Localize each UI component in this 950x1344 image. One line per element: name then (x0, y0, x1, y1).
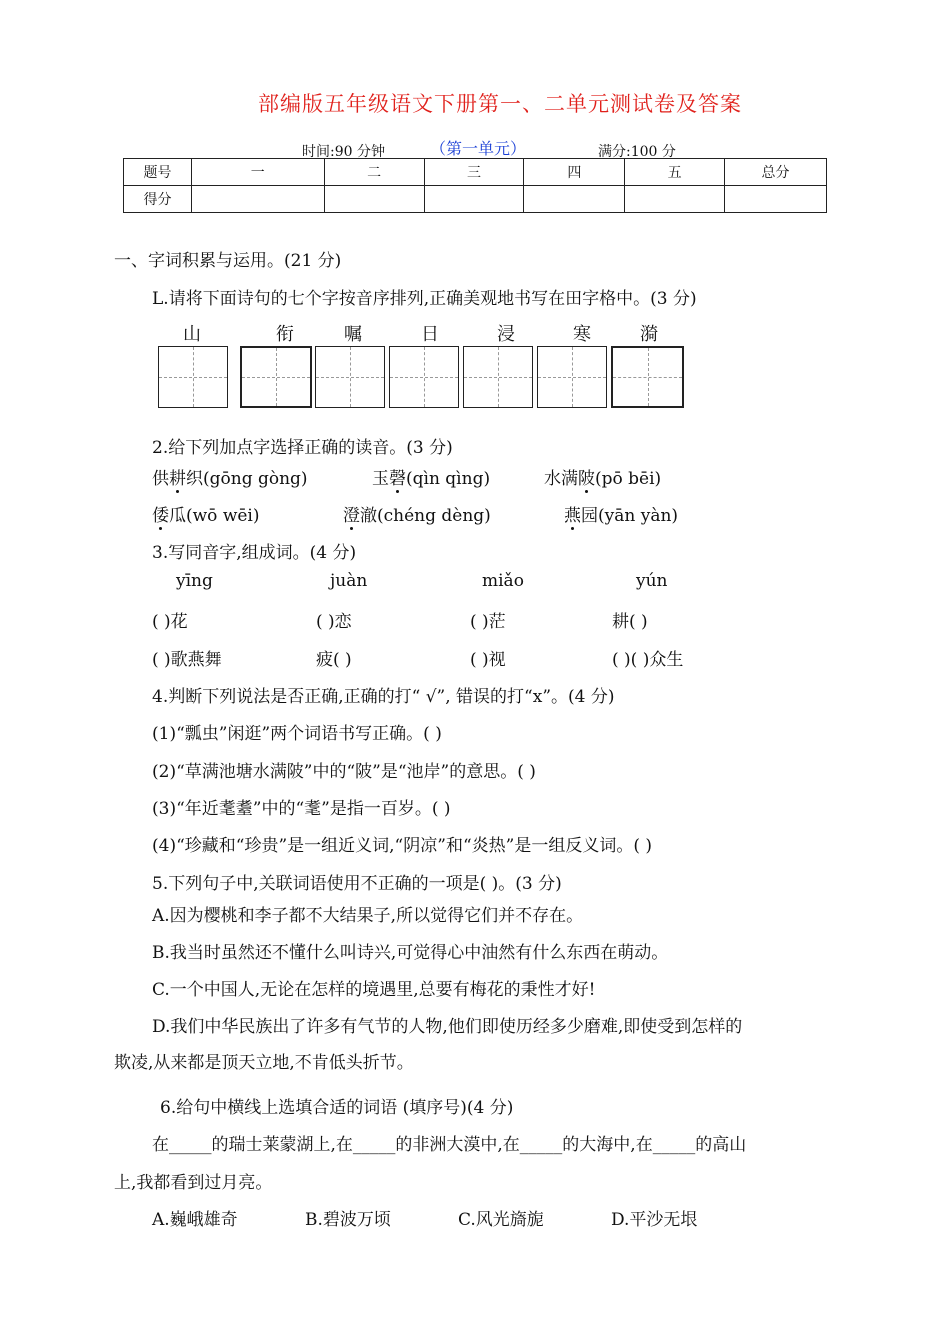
score-table-header-row (124, 159, 827, 186)
q6-prompt: 6.给句中横线上选填合适的词语 (填序号)(4 分) (160, 1098, 514, 1118)
q5-option-c: C.一个中国人,无论在怎样的境遇里,总要有梅花的秉性才好! (152, 980, 596, 1000)
q3-pinyin: juàn (330, 571, 368, 591)
tianzige-box[interactable] (240, 346, 312, 408)
q5-option-b: B.我当时虽然还不懂什么叫诗兴,可觉得心中油然有什么东西在萌动。 (152, 943, 669, 963)
q3-blank[interactable]: 疲( ) (316, 650, 352, 670)
exam-time: 时间:90 分钟 (302, 144, 385, 160)
q3-pinyin: yún (636, 571, 668, 591)
q5-option-d-line1: D.我们中华民族出了许多有气节的人物,他们即使历经多少磨难,即使受到怎样的 (152, 1017, 743, 1037)
q1-char: 日 (421, 324, 439, 345)
q3-blank[interactable]: ( )恋 (316, 612, 352, 632)
score-table-score-row (124, 186, 827, 213)
q2-item (372, 464, 490, 489)
q2-text: 供 (152, 469, 169, 489)
tianzige-box[interactable] (463, 346, 533, 408)
q3-pinyin: miǎo (482, 571, 524, 591)
q4-item: (3)“年近耄耋”中的“耄”是指一百岁。( ) (152, 799, 451, 819)
score-cell[interactable] (524, 186, 625, 213)
dotted-char: 倭 (152, 506, 169, 526)
q2-item (544, 464, 661, 489)
score-cell[interactable] (725, 186, 827, 213)
q2-text: (pō bēi) (595, 469, 662, 489)
q6-option: A.巍峨雄奇 (152, 1210, 238, 1230)
q1-char: 嘱 (344, 324, 362, 345)
q2-item (152, 501, 260, 526)
dotted-char: 磬 (389, 469, 406, 489)
q2-item (152, 464, 308, 489)
q2-text: 织(gōng gòng) (186, 469, 308, 489)
q1-char: 浸 (497, 324, 515, 345)
score-header-cell: 题号 (124, 159, 192, 186)
q4-item: (4)“珍藏和“珍贵”是一组近义词,“阴凉”和“炎热”是一组反义词。( ) (152, 836, 652, 856)
score-cell[interactable] (324, 186, 424, 213)
q2-text: 瓜(wō wēi) (169, 506, 260, 526)
q2-text: 澈(chéng dèng) (360, 506, 491, 526)
q2-text: 水满 (544, 469, 578, 489)
score-header-cell: 四 (524, 159, 625, 186)
score-header-cell: 二 (324, 159, 424, 186)
q1-char: 衔 (276, 324, 294, 345)
q3-prompt: 3.写同音字,组成词。(4 分) (152, 543, 357, 563)
q1-char: 山 (183, 324, 201, 345)
score-row-label: 得分 (124, 186, 192, 213)
q3-blank[interactable]: ( )视 (470, 650, 506, 670)
q6-option: B.碧波万顷 (305, 1210, 391, 1230)
full-score: 满分:100 分 (598, 144, 676, 160)
tianzige-box[interactable] (389, 346, 459, 408)
q6-option: C.风光旖旎 (458, 1210, 544, 1230)
q2-text: 园(yān yàn) (581, 506, 679, 526)
q3-pinyin: yīng (176, 571, 213, 591)
q6-option: D.平沙无垠 (611, 1210, 698, 1230)
score-header-cell: 三 (424, 159, 524, 186)
dotted-char: 燕 (564, 506, 581, 526)
q2-item (564, 501, 678, 526)
score-cell[interactable] (625, 186, 725, 213)
q2-text: 玉 (372, 469, 389, 489)
q4-item: (2)“草满池塘水满陂”中的“陂”是“池岸”的意思。( ) (152, 762, 536, 782)
score-cell[interactable] (191, 186, 324, 213)
q2-text: (qìn qìng) (406, 469, 491, 489)
dotted-char: 澄 (343, 506, 360, 526)
section1-heading: 一、字词积累与运用。(21 分) (114, 251, 342, 271)
q3-blank[interactable]: ( )花 (152, 612, 188, 632)
unit-label: （第一单元） (430, 139, 527, 158)
q6-sentence-line2: 上,我都看到过月亮。 (114, 1173, 273, 1193)
q2-prompt: 2.给下列加点字选择正确的读音。(3 分) (152, 438, 453, 458)
score-cell[interactable] (424, 186, 524, 213)
q4-prompt: 4.判断下列说法是否正确,正确的打“ √”, 错误的打“x”。(4 分) (152, 687, 615, 707)
dotted-char: 耕 (169, 469, 186, 489)
score-header-cell: 总分 (725, 159, 827, 186)
q5-option-d-line2: 欺凌,从来都是顶天立地,不肯低头折节。 (114, 1053, 414, 1073)
score-header-cell: 一 (191, 159, 324, 186)
q5-prompt: 5.下列句子中,关联词语使用不正确的一项是( )。(3 分) (152, 874, 562, 894)
q3-blank[interactable]: ( )( )众生 (612, 650, 684, 670)
tianzige-box[interactable] (537, 346, 607, 408)
score-table (123, 158, 827, 213)
q1-char: 漪 (640, 324, 658, 345)
dotted-char: 陂 (578, 469, 595, 489)
q6-sentence-line1: 在_____的瑞士莱蒙湖上,在_____的非洲大漠中,在_____的大海中,在_____的高山 (152, 1135, 747, 1155)
q5-option-a: A.因为樱桃和李子都不大结果子,所以觉得它们并不存在。 (152, 906, 584, 926)
page-title: 部编版五年级语文下册第一、二单元测试卷及答案 (258, 92, 742, 116)
q4-item: (1)“瓢虫”闲逛”两个词语书写正确。( ) (152, 724, 442, 744)
q1-char: 寒 (573, 324, 591, 345)
q3-blank[interactable]: ( )茫 (470, 612, 506, 632)
tianzige-box[interactable] (611, 346, 684, 408)
q3-blank[interactable]: 耕( ) (612, 612, 648, 632)
tianzige-box[interactable] (315, 346, 385, 408)
score-header-cell: 五 (625, 159, 725, 186)
q3-blank[interactable]: ( )歌燕舞 (152, 650, 222, 670)
q2-item (343, 501, 491, 526)
q1-prompt: L.请将下面诗句的七个字按音序排列,正确美观地书写在田字格中。(3 分) (152, 289, 697, 309)
tianzige-box[interactable] (158, 346, 228, 408)
